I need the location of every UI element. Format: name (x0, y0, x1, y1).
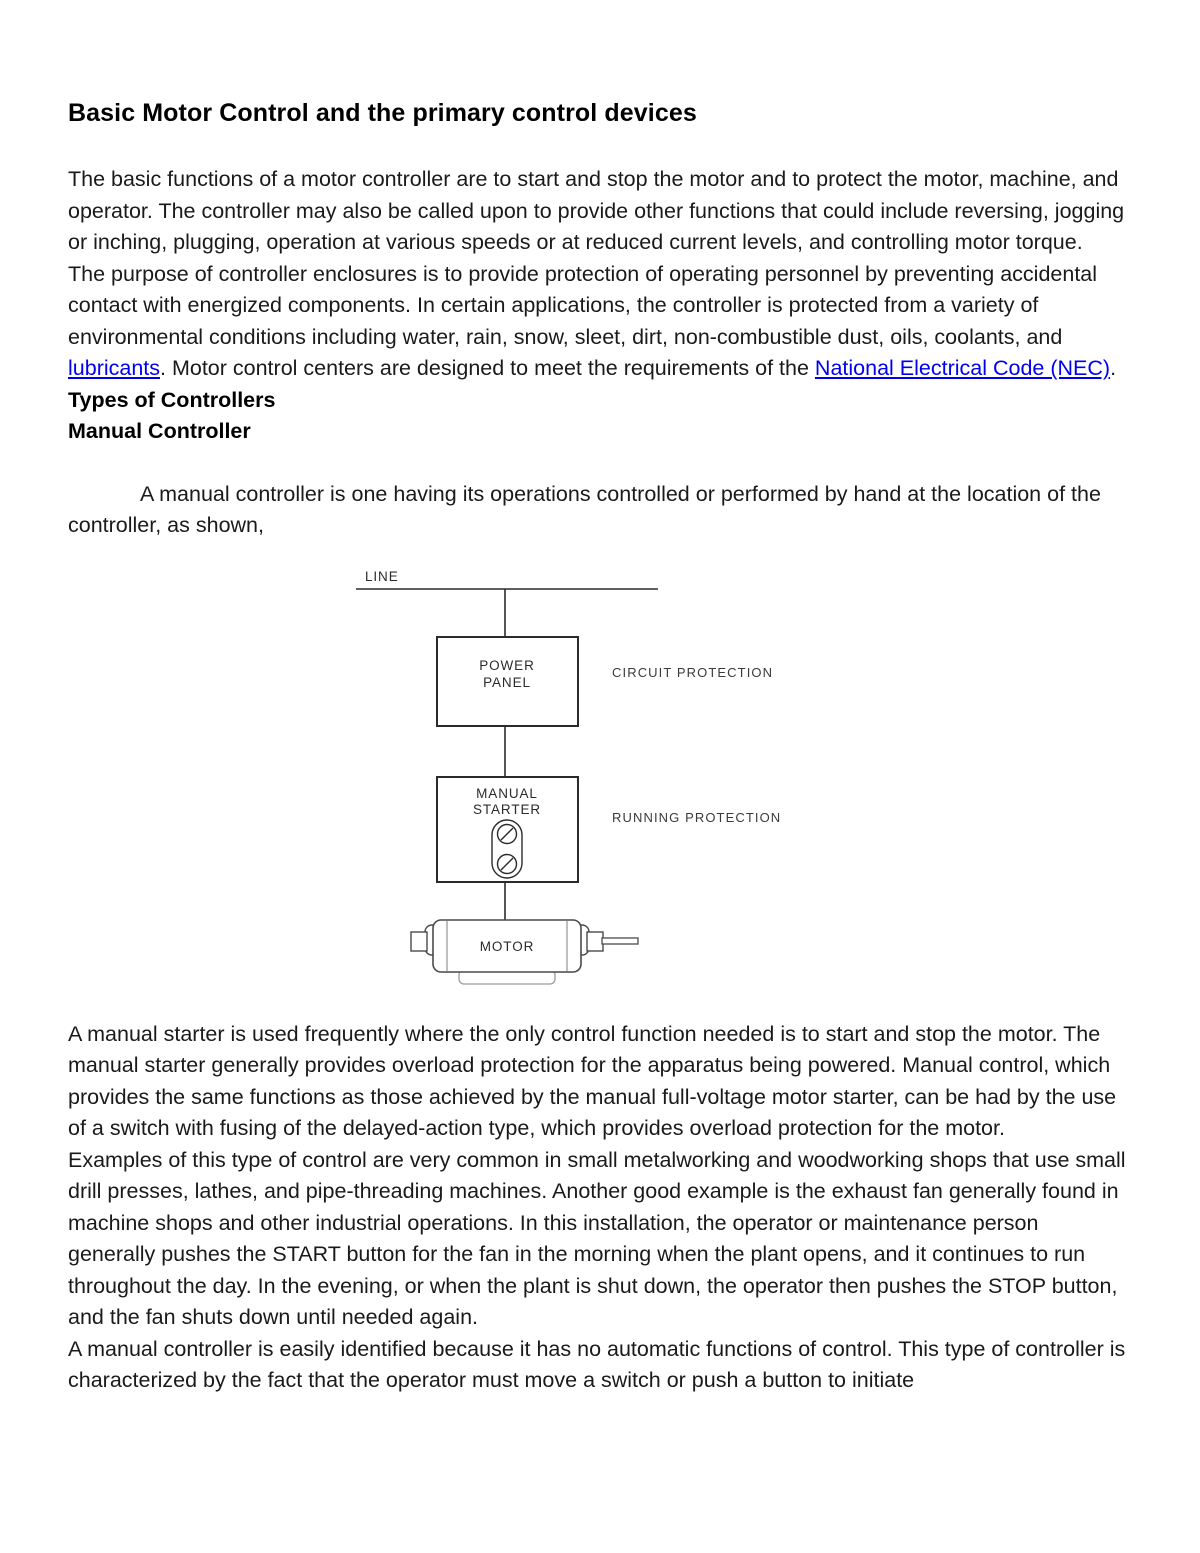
link-national-electrical-code[interactable]: National Electrical Code (NEC) (814, 356, 1111, 380)
paragraph-intro-1: The basic functions of a motor controller are to start and stop the motor and to protect the motor, machine, and operator. The controller may also be called upon to provide other functions that could include reversing, jogging or inching, plugging, operation at various speeds or at reduced current levels, and controlling motor torque. (68, 167, 1125, 254)
paragraph-after-figure-1: A manual starter is used frequently where the only control function needed is to start and stop the motor. The manual starter generally provides overload protection for the apparatus being powered. Manual control, which provides the same functions as those achieved by the manual full-voltage motor starter, can be had by the use of a switch with fusing of the delayed-action type, which provides overload protection for the motor. (68, 1021, 1117, 1140)
paragraph-intro-2-text-a: The purpose of controller enclosures is to provide protection of operating personnel by preventing accidental contact with energized components. In certain applications, the controller is protected from a variety of environmental conditions including water, rain, snow, sleet, dirt, non-combustible dust, oils, coolants, and (68, 261, 1098, 349)
motor-label: MOTOR (479, 938, 535, 954)
heading-types-of-controllers: Types of Controllers (68, 387, 276, 412)
power-panel-label-line2: PANEL (483, 674, 531, 690)
running-protection-label: RUNNING PROTECTION (612, 809, 782, 825)
paragraph-intro-2 (68, 259, 1130, 385)
motor-junction-box-left (411, 932, 427, 951)
motor-shaft (602, 938, 638, 944)
power-panel-label-line1: POWER (479, 657, 535, 673)
diagram-label-line: LINE (365, 568, 399, 584)
manual-controller-diagram (68, 560, 1130, 1005)
document-content (68, 0, 1130, 1397)
paragraph-manual-intro: A manual controller is one having its operations controlled or performed by hand at the location of the controller, as shown, (68, 481, 1101, 537)
link-lubricants[interactable]: lubricants (68, 356, 161, 380)
manual-starter-label-line2: STARTER (472, 801, 542, 817)
heading-manual-controller: Manual Controller (68, 419, 251, 443)
motor-terminal-box-right (587, 932, 603, 951)
manual-starter-label-line1: MANUAL (476, 785, 538, 801)
paragraph-after-figure-2: Examples of this type of control are very common in small metalworking and woodworking shops that use small drill presses, lathes, and pipe-threading machines. Another good example is the exhaust fan generally found in machine shops and other industrial operations. In this installation, the operator or maintenance person generally pushes the START button for the fan in the morning when the plant opens, and it continues to run throughout the day. In the evening, or when the plant is shut down, the operator then pushes the STOP button, and the fan shuts down until needed again. (68, 1147, 1126, 1329)
paragraph-intro-2-text-c: . (1110, 356, 1117, 380)
circuit-protection-label: CIRCUIT PROTECTION (612, 664, 774, 680)
page-title: Basic Motor Control and the primary control devices (68, 99, 697, 127)
motor-symbol (411, 920, 638, 984)
paragraph-after-figure-3: A manual controller is easily identified because it has no automatic functions of control. This type of controller is characterized by the fact that the operator must move a switch or push a button to initiate (68, 1336, 1126, 1392)
paragraph-intro-2-text-b: . Motor control centers are designed to meet the requirements of the (160, 356, 815, 380)
diagram-svg (68, 560, 1130, 1005)
